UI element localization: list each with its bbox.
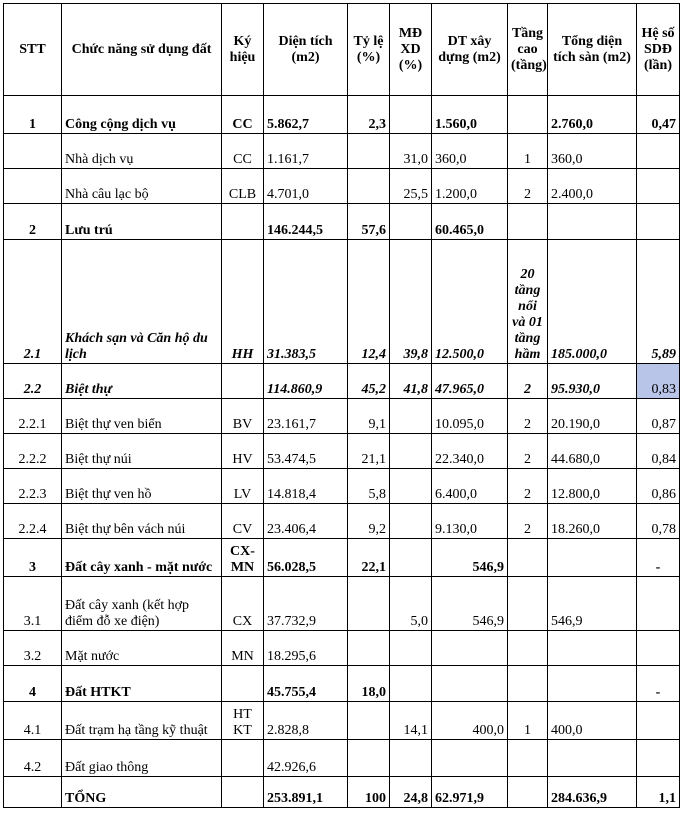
cell-floor-area: 44.680,0 bbox=[548, 434, 637, 469]
cell-ratio: 22,1 bbox=[348, 539, 390, 577]
cell-symbol bbox=[222, 364, 264, 399]
cell-floors: 1 bbox=[508, 702, 548, 740]
cell-ratio: 2,3 bbox=[348, 96, 390, 134]
cell-far: 0,84 bbox=[637, 434, 680, 469]
table-row bbox=[4, 702, 680, 740]
header-far: Hệ số SDĐ (lần) bbox=[637, 4, 680, 96]
cell-ratio: 18,0 bbox=[348, 666, 390, 702]
cell-floors bbox=[508, 577, 548, 631]
cell-build-area bbox=[432, 631, 508, 666]
cell-floors: 2 bbox=[508, 364, 548, 399]
cell-function: Nhà dịch vụ bbox=[62, 134, 222, 169]
cell-function: Khách sạn và Căn hộ du lịch bbox=[62, 240, 222, 364]
cell-density: 24,8 bbox=[390, 777, 432, 808]
cell-floors: 2 bbox=[508, 469, 548, 504]
cell-stt: 3 bbox=[4, 539, 62, 577]
cell-floors bbox=[508, 204, 548, 240]
cell-stt: 3.1 bbox=[4, 577, 62, 631]
cell-area: 23.406,4 bbox=[264, 504, 348, 539]
table-row bbox=[4, 240, 680, 364]
cell-stt: 4.1 bbox=[4, 702, 62, 740]
cell-floors: 20 tầng nổi và 01 tầng hầm bbox=[508, 240, 548, 364]
cell-density: 14,1 bbox=[390, 702, 432, 740]
cell-floors bbox=[508, 631, 548, 666]
cell-build-area: 360,0 bbox=[432, 134, 508, 169]
cell-floors bbox=[508, 96, 548, 134]
cell-far bbox=[637, 740, 680, 777]
cell-far: - bbox=[637, 539, 680, 577]
table-row bbox=[4, 666, 680, 702]
cell-stt: 3.2 bbox=[4, 631, 62, 666]
header-build-area: DT xây dựng (m2) bbox=[432, 4, 508, 96]
cell-far: 0,78 bbox=[637, 504, 680, 539]
cell-far-selected[interactable]: 0,83 bbox=[637, 364, 680, 399]
cell-stt bbox=[4, 169, 62, 204]
cell-area: 2.828,8 bbox=[264, 702, 348, 740]
cell-floor-area: 284.636,9 bbox=[548, 777, 637, 808]
cell-function: Đất trạm hạ tầng kỹ thuật bbox=[62, 702, 222, 740]
cell-floor-area: 95.930,0 bbox=[548, 364, 637, 399]
cell-stt: 2 bbox=[4, 204, 62, 240]
cell-area: 45.755,4 bbox=[264, 666, 348, 702]
cell-floor-area: 360,0 bbox=[548, 134, 637, 169]
cell-function: Đất cây xanh - mặt nước bbox=[62, 539, 222, 577]
cell-symbol bbox=[222, 777, 264, 808]
cell-symbol: CX-MN bbox=[222, 539, 264, 577]
cell-density: 39,8 bbox=[390, 240, 432, 364]
cell-density bbox=[390, 504, 432, 539]
cell-density bbox=[390, 631, 432, 666]
header-symbol: Ký hiệu bbox=[222, 4, 264, 96]
cell-floors: 2 bbox=[508, 434, 548, 469]
cell-ratio: 12,4 bbox=[348, 240, 390, 364]
cell-ratio: 100 bbox=[348, 777, 390, 808]
cell-function: Nhà câu lạc bộ bbox=[62, 169, 222, 204]
cell-area: 18.295,6 bbox=[264, 631, 348, 666]
cell-floor-area bbox=[548, 204, 637, 240]
cell-build-area: 22.340,0 bbox=[432, 434, 508, 469]
cell-floor-area: 12.800,0 bbox=[548, 469, 637, 504]
table-row bbox=[4, 631, 680, 666]
cell-floor-area bbox=[548, 666, 637, 702]
cell-symbol: HV bbox=[222, 434, 264, 469]
cell-symbol bbox=[222, 666, 264, 702]
cell-symbol: HT KT bbox=[222, 702, 264, 740]
cell-symbol bbox=[222, 740, 264, 777]
table-row bbox=[4, 740, 680, 777]
cell-floors: 2 bbox=[508, 399, 548, 434]
cell-density bbox=[390, 469, 432, 504]
cell-symbol: CC bbox=[222, 96, 264, 134]
table-row bbox=[4, 399, 680, 434]
cell-floor-area: 2.400,0 bbox=[548, 169, 637, 204]
cell-build-area: 10.095,0 bbox=[432, 399, 508, 434]
cell-function: Biệt thự ven biển bbox=[62, 399, 222, 434]
table-row bbox=[4, 577, 680, 631]
cell-build-area: 62.971,9 bbox=[432, 777, 508, 808]
cell-floor-area: 20.190,0 bbox=[548, 399, 637, 434]
cell-floor-area: 2.760,0 bbox=[548, 96, 637, 134]
cell-far: - bbox=[637, 666, 680, 702]
table-row bbox=[4, 134, 680, 169]
cell-build-area: 1.200,0 bbox=[432, 169, 508, 204]
cell-floor-area: 18.260,0 bbox=[548, 504, 637, 539]
cell-area: 114.860,9 bbox=[264, 364, 348, 399]
cell-far bbox=[637, 702, 680, 740]
cell-symbol: CX bbox=[222, 577, 264, 631]
cell-far: 0,47 bbox=[637, 96, 680, 134]
cell-density bbox=[390, 539, 432, 577]
cell-stt: 2.2.1 bbox=[4, 399, 62, 434]
cell-far bbox=[637, 134, 680, 169]
cell-density bbox=[390, 204, 432, 240]
cell-function: Biệt thự ven hồ bbox=[62, 469, 222, 504]
cell-density: 41,8 bbox=[390, 364, 432, 399]
land-use-table bbox=[3, 3, 680, 808]
cell-floors: 1 bbox=[508, 134, 548, 169]
cell-stt bbox=[4, 777, 62, 808]
cell-ratio bbox=[348, 169, 390, 204]
cell-ratio: 9,1 bbox=[348, 399, 390, 434]
cell-floor-area bbox=[548, 539, 637, 577]
cell-floors bbox=[508, 777, 548, 808]
table-row bbox=[4, 469, 680, 504]
cell-function: Biệt thự núi bbox=[62, 434, 222, 469]
header-area: Diện tích (m2) bbox=[264, 4, 348, 96]
header-ratio: Tỷ lệ (%) bbox=[348, 4, 390, 96]
cell-build-area bbox=[432, 740, 508, 777]
cell-build-area: 9.130,0 bbox=[432, 504, 508, 539]
cell-far: 0,87 bbox=[637, 399, 680, 434]
cell-build-area: 6.400,0 bbox=[432, 469, 508, 504]
cell-density: 25,5 bbox=[390, 169, 432, 204]
cell-area: 37.732,9 bbox=[264, 577, 348, 631]
table-row bbox=[4, 504, 680, 539]
cell-area: 42.926,6 bbox=[264, 740, 348, 777]
cell-density bbox=[390, 740, 432, 777]
cell-symbol: LV bbox=[222, 469, 264, 504]
cell-ratio: 5,8 bbox=[348, 469, 390, 504]
cell-far bbox=[637, 204, 680, 240]
table-row bbox=[4, 434, 680, 469]
cell-area: 5.862,7 bbox=[264, 96, 348, 134]
header-floor-area: Tổng diện tích sàn (m2) bbox=[548, 4, 637, 96]
cell-build-area: 60.465,0 bbox=[432, 204, 508, 240]
cell-function: Đất giao thông bbox=[62, 740, 222, 777]
cell-function: Đất HTKT bbox=[62, 666, 222, 702]
cell-area: 23.161,7 bbox=[264, 399, 348, 434]
cell-ratio bbox=[348, 631, 390, 666]
cell-floor-area: 400,0 bbox=[548, 702, 637, 740]
cell-density: 5,0 bbox=[390, 577, 432, 631]
cell-area: 14.818,4 bbox=[264, 469, 348, 504]
cell-stt: 4 bbox=[4, 666, 62, 702]
cell-floors bbox=[508, 740, 548, 777]
cell-far bbox=[637, 631, 680, 666]
cell-build-area: 546,9 bbox=[432, 539, 508, 577]
cell-far bbox=[637, 169, 680, 204]
cell-stt: 2.2.2 bbox=[4, 434, 62, 469]
cell-build-area bbox=[432, 666, 508, 702]
cell-floor-area bbox=[548, 740, 637, 777]
cell-symbol: CLB bbox=[222, 169, 264, 204]
cell-symbol: HH bbox=[222, 240, 264, 364]
cell-ratio bbox=[348, 134, 390, 169]
cell-build-area: 12.500,0 bbox=[432, 240, 508, 364]
table-row bbox=[4, 96, 680, 134]
cell-function: Công cộng dịch vụ bbox=[62, 96, 222, 134]
header-floors: Tầng cao (tầng) bbox=[508, 4, 548, 96]
cell-symbol: CC bbox=[222, 134, 264, 169]
cell-ratio: 9,2 bbox=[348, 504, 390, 539]
cell-far: 0,86 bbox=[637, 469, 680, 504]
cell-density bbox=[390, 666, 432, 702]
header-density: MĐ XD (%) bbox=[390, 4, 432, 96]
cell-floors: 2 bbox=[508, 169, 548, 204]
cell-symbol: BV bbox=[222, 399, 264, 434]
cell-stt: 1 bbox=[4, 96, 62, 134]
cell-area: 56.028,5 bbox=[264, 539, 348, 577]
cell-floor-area bbox=[548, 631, 637, 666]
cell-far bbox=[637, 577, 680, 631]
cell-function: Lưu trú bbox=[62, 204, 222, 240]
cell-area: 31.383,5 bbox=[264, 240, 348, 364]
table-row bbox=[4, 364, 680, 399]
cell-stt: 2.1 bbox=[4, 240, 62, 364]
cell-stt bbox=[4, 134, 62, 169]
cell-floors bbox=[508, 539, 548, 577]
cell-function: TỔNG bbox=[62, 777, 222, 808]
cell-floor-area: 546,9 bbox=[548, 577, 637, 631]
cell-area: 146.244,5 bbox=[264, 204, 348, 240]
cell-stt: 2.2.3 bbox=[4, 469, 62, 504]
header-function: Chức năng sử dụng đất bbox=[62, 4, 222, 96]
cell-ratio bbox=[348, 740, 390, 777]
cell-stt: 2.2.4 bbox=[4, 504, 62, 539]
cell-far: 1,1 bbox=[637, 777, 680, 808]
cell-function: Mặt nước bbox=[62, 631, 222, 666]
cell-floor-area: 185.000,0 bbox=[548, 240, 637, 364]
cell-symbol: CV bbox=[222, 504, 264, 539]
cell-density bbox=[390, 399, 432, 434]
cell-density bbox=[390, 96, 432, 134]
header-row bbox=[4, 4, 680, 96]
cell-density: 31,0 bbox=[390, 134, 432, 169]
cell-function: Biệt thự bên vách núi bbox=[62, 504, 222, 539]
cell-stt: 2.2 bbox=[4, 364, 62, 399]
cell-area: 1.161,7 bbox=[264, 134, 348, 169]
cell-density bbox=[390, 434, 432, 469]
cell-ratio: 21,1 bbox=[348, 434, 390, 469]
cell-far: 5,89 bbox=[637, 240, 680, 364]
cell-build-area: 546,9 bbox=[432, 577, 508, 631]
table-row bbox=[4, 169, 680, 204]
table-row bbox=[4, 204, 680, 240]
cell-function: Đất cây xanh (kết hợp điểm đỗ xe điện) bbox=[62, 577, 222, 631]
cell-ratio: 45,2 bbox=[348, 364, 390, 399]
cell-symbol: MN bbox=[222, 631, 264, 666]
cell-floors bbox=[508, 666, 548, 702]
cell-stt: 4.2 bbox=[4, 740, 62, 777]
cell-ratio bbox=[348, 702, 390, 740]
cell-build-area: 400,0 bbox=[432, 702, 508, 740]
cell-build-area: 1.560,0 bbox=[432, 96, 508, 134]
cell-area: 53.474,5 bbox=[264, 434, 348, 469]
cell-ratio: 57,6 bbox=[348, 204, 390, 240]
cell-area: 4.701,0 bbox=[264, 169, 348, 204]
table-row bbox=[4, 539, 680, 577]
cell-function: Biệt thự bbox=[62, 364, 222, 399]
cell-build-area: 47.965,0 bbox=[432, 364, 508, 399]
header-stt: STT bbox=[4, 4, 62, 96]
cell-area: 253.891,1 bbox=[264, 777, 348, 808]
cell-floors: 2 bbox=[508, 504, 548, 539]
table-row-total bbox=[4, 777, 680, 808]
cell-ratio bbox=[348, 577, 390, 631]
cell-symbol bbox=[222, 204, 264, 240]
